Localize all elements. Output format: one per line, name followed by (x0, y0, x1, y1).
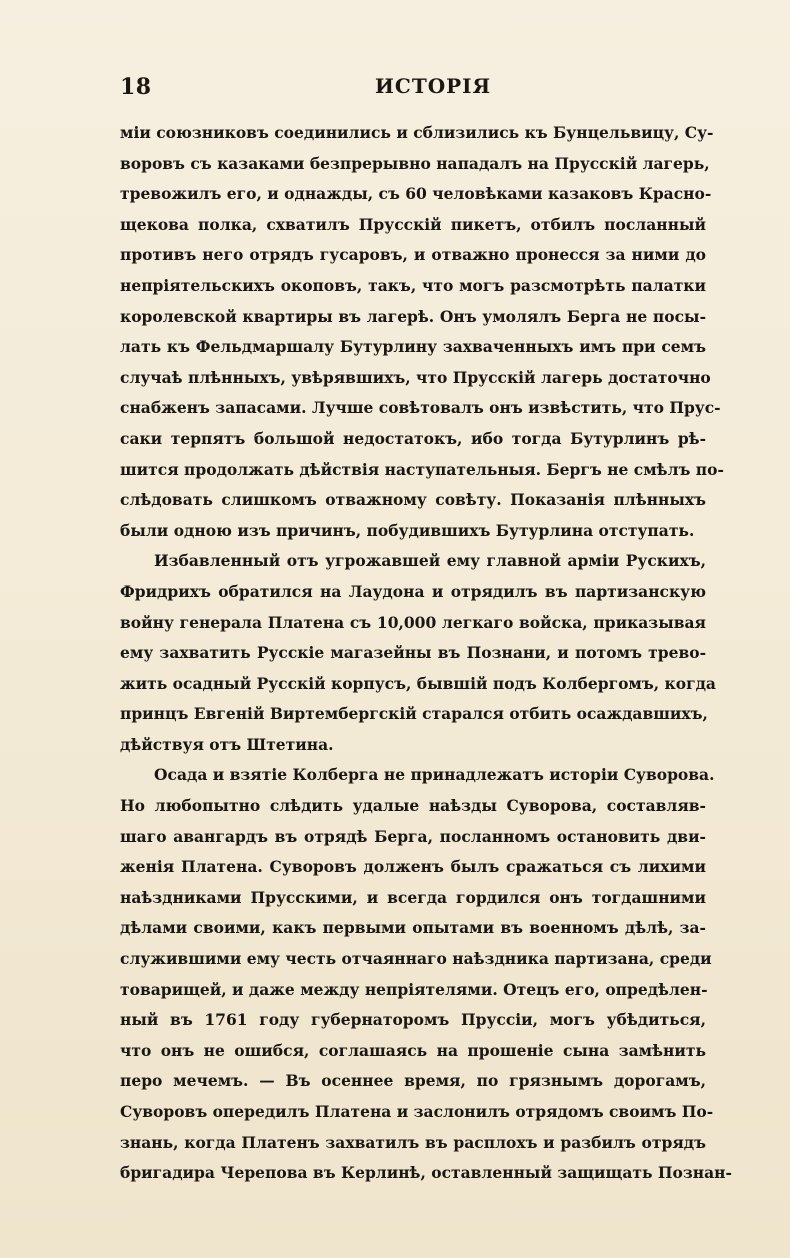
text-line: лать къ Фельдмаршалу Бутурлину захваченныхъ имъ при семъ (120, 337, 706, 357)
text-line: товарищей, и даже между непріятелями. Отецъ его, опредѣлен- (120, 979, 708, 999)
paragraph (120, 118, 724, 546)
text-line: бригадира Черепова въ Керлинѣ, оставленный защищать Познан- (120, 1163, 732, 1183)
text-line: ему захватить Русскіе магазейны въ Познани, и потомъ трево- (120, 643, 706, 663)
text-line: Избавленный отъ угрожавшей ему главной арміи Рускихъ, (154, 551, 706, 571)
text-line: принцъ Евгеній Виртембергскій старался отбить осаждавшихъ, (120, 704, 708, 724)
running-title: ИСТОРІЯ (375, 74, 492, 98)
text-line: наѣздниками Прусскими, и всегда гордился онъ тогдашними (120, 887, 706, 907)
text-line: міи союзниковъ соединились и сблизились къ Бунцельвицу, Су- (120, 123, 714, 142)
text-line: королевской квартиры въ лагерѣ. Онъ умолялъ Берга не посы- (120, 306, 706, 326)
page-header (120, 74, 700, 104)
text-line: шится продолжать дѣйствія наступательныя. Бергъ не смѣлъ по- (120, 459, 724, 479)
text-line: щекова полка, схватилъ Прусскій пикетъ, отбилъ посланный (120, 214, 706, 234)
text-line: Осада и взятіе Колберга не принадлежатъ исторіи Суворова. (154, 765, 715, 785)
text-line: саки терпятъ большой недостатокъ, ибо тогда Бутурлинъ рѣ- (120, 428, 706, 448)
paragraph (120, 760, 732, 1188)
text-line: служившими ему честь отчаяннаго наѣздника партизана, среди (120, 949, 712, 969)
paragraph (120, 546, 716, 760)
text-line: случаѣ плѣнныхъ, увѣрявшихъ, что Прусскій лагерь достаточно (120, 367, 711, 387)
text-line: противъ него отрядъ гусаровъ, и отважно пронесся за ними до (120, 245, 706, 265)
text-line: жить осадный Русскій корпусъ, бывшій подъ Колбергомъ, когда (120, 673, 716, 693)
text-line: женія Платена. Суворовъ долженъ былъ сражаться съ лихими (120, 857, 706, 877)
text-line: тревожилъ его, и однажды, съ 60 человѣками казаковъ Красно- (120, 184, 712, 204)
text-line: непріятельскихъ окоповъ, такъ, что могъ разсмотрѣть палатки (120, 275, 706, 295)
text-line: Но любопытно слѣдить удалые наѣзды Суворова, составляв- (120, 796, 706, 816)
text-line: воровъ съ казаками безпрерывно нападалъ на Прусскій лагерь, (120, 153, 710, 173)
text-line: что онъ не ошибся, соглашаясь на прошеніе сына замѣнить (120, 1040, 706, 1060)
text-line: войну генерала Платена съ 10,000 легкаго войска, приказывая (120, 612, 706, 632)
text-line: слѣдовать слишкомъ отважному совѣту. Показанія плѣнныхъ (120, 490, 706, 510)
text-line: шаго авангардъ въ отрядѣ Берга, посланномъ остановить дви- (120, 826, 706, 846)
text-line: перо мечемъ. — Въ осеннее время, по грязнымъ дорогамъ, (120, 1071, 706, 1091)
text-line: дѣлами своими, какъ первыми опытами въ военномъ дѣлѣ, за- (120, 918, 706, 938)
text-line: снабженъ запасами. Лучше совѣтовалъ онъ извѣстить, что Прус- (120, 398, 721, 418)
text-line: Суворовъ опередилъ Платена и заслонилъ отрядомъ своимъ По- (120, 1102, 714, 1121)
body-text (120, 118, 732, 1189)
text-line: Фридрихъ обратился на Лаудона и отрядилъ въ партизанскую (120, 581, 706, 601)
text-line: ный въ 1761 году губернаторомъ Пруссіи, могъ убѣдиться, (120, 1010, 706, 1030)
text-line: были одною изъ причинъ, побудившихъ Бутурлина отступать. (120, 520, 695, 540)
text-line: знань, когда Платенъ захватилъ въ расплохъ и разбилъ отрядъ (120, 1132, 706, 1152)
text-line: дѣйствуя отъ Штетина. (120, 734, 334, 754)
page-number: 18 (120, 74, 152, 100)
